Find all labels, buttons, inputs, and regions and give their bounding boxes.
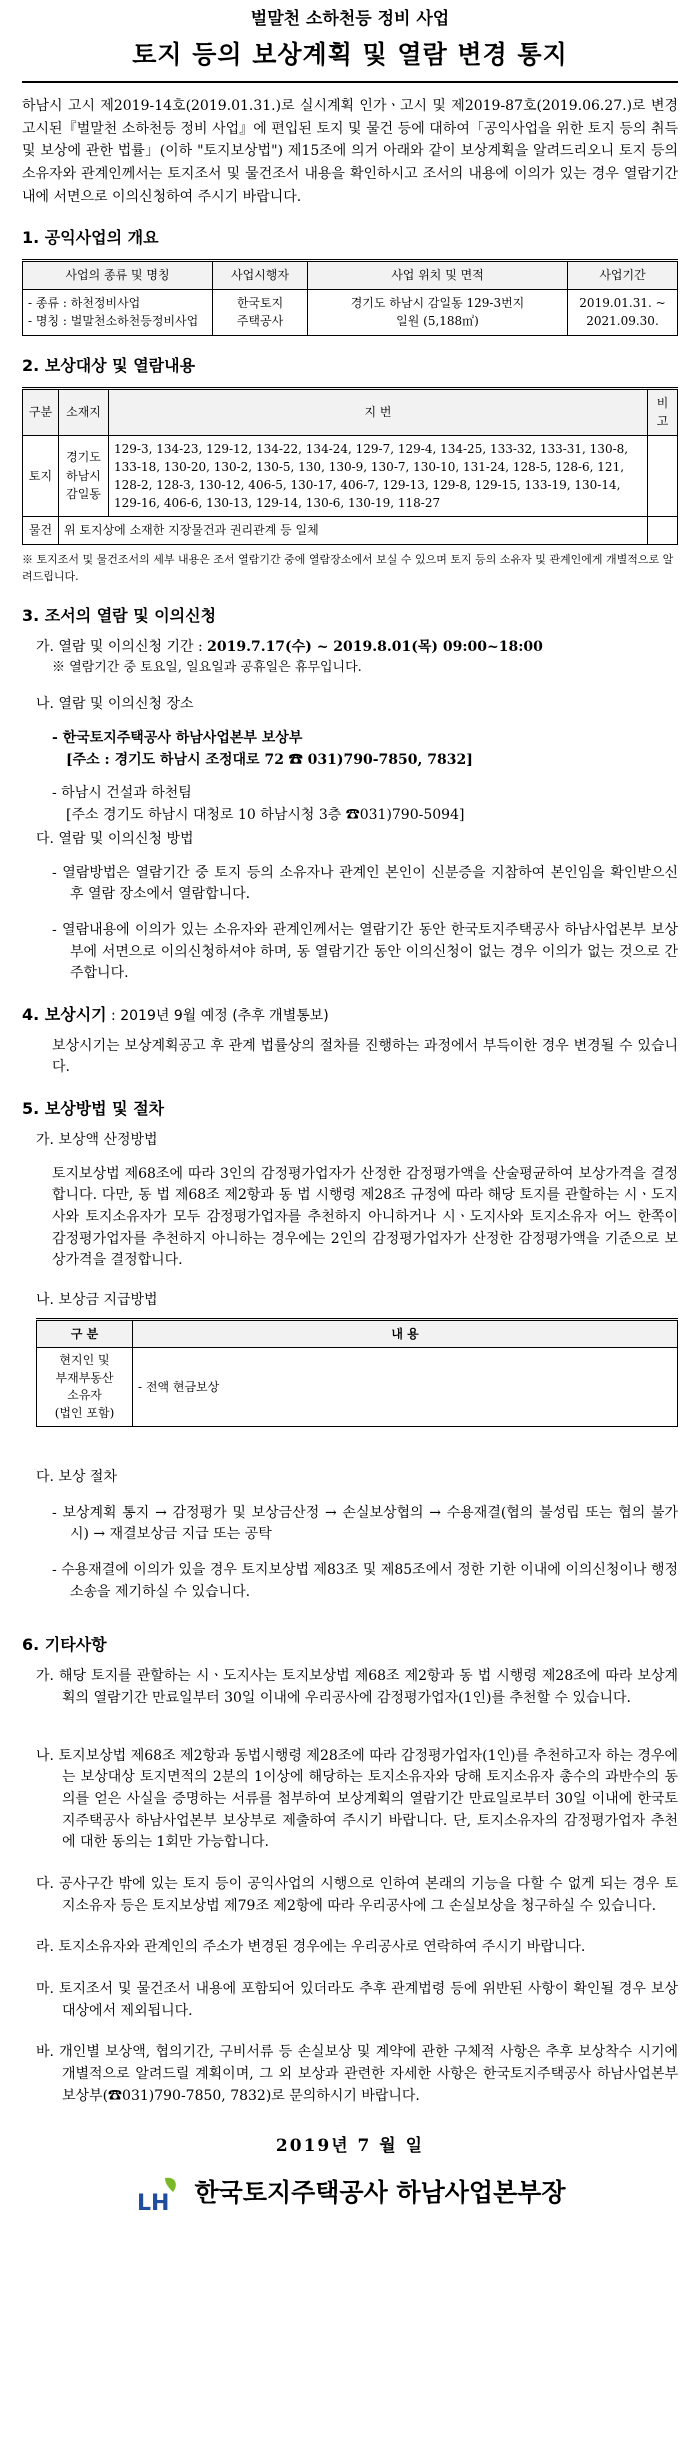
- row-land-kind: 토지: [23, 436, 59, 517]
- place-1-address: [주소 : 경기도 하남시 조정대로 72 ☎ 031)790-7850, 7832]: [66, 751, 473, 768]
- col-location: 사업 위치 및 면적: [308, 261, 568, 290]
- misc-item-da: 다. 공사구간 밖에 있는 토지 등이 공익사업의 시행으로 인하여 본래의 기능을 다할 수 없게 되는 경우 토지소유자 등은 토지보상법 제79조 제2항에 따라 우리공사에 그 손실보상을 청구하실 수 있습니다.: [36, 1875, 678, 1914]
- col-payment-content: 내 용: [133, 1319, 678, 1348]
- compensation-target-table: [22, 387, 678, 545]
- location-text: 경기도 하남시 감일동 129-3번지: [350, 295, 525, 310]
- lh-logo-icon: [135, 2174, 181, 2214]
- method-item-2: - 열람내용에 이의가 있는 소유자와 관계인께서는 열람기간 동안 한국토지주택공사 하남사업본부 보상부에 서면으로 이의신청하셔야 하며, 동 열람기간 동안 이의신청이 없는 경우 이의가 없는 것으로 간주합니다.: [52, 921, 678, 982]
- row-land-lots: 129-3, 134-23, 129-12, 134-22, 134-24, 129-7, 129-4, 134-25, 133-32, 133-31, 130-8, 133-18, 130-20, 130-2, 130-5, 130, 130-9, 130-7, 130-10, 131-24, 128-5, 128-6, 121, 128-2, 128-3, 130-12, 406-5, 130-17, 406-7, 129-13, 129-8, 129-15, 133-19, 130-14, 129-16, 406-6, 130-13, 129-14, 130-6, 130-19, 118-27: [109, 436, 648, 517]
- section-2-heading: 2. 보상대상 및 열람내용: [22, 356, 196, 376]
- notice-date: 2019년 7 월 일: [275, 2136, 425, 2157]
- row-land-address: [59, 436, 109, 517]
- section-4-title: 4. 보상시기: [22, 1004, 107, 1024]
- col-remarks: 비고: [648, 388, 678, 435]
- col-lot-numbers: 지 번: [109, 388, 648, 435]
- cell-period: [568, 289, 678, 335]
- inspection-period: [36, 637, 678, 659]
- cell-location: [308, 289, 568, 335]
- misc-item-ga: 가. 해당 토지를 관할하는 시ㆍ도지사는 토지보상법 제68조 제2항과 동 법 시행령 제28조에 따라 보상계획의 열람기간 만료일부터 30일 이내에 우리공사에 감정평가업자(1인)를 추천할 수 있습니다.: [36, 1668, 678, 1706]
- row-land-remarks: [648, 436, 678, 517]
- section-4-schedule: : 2019년 9월 예정 (추후 개별통보): [106, 1007, 329, 1024]
- address-line-3: 감일동: [66, 487, 101, 502]
- project-overview-table: [22, 259, 678, 336]
- inspection-period-value: 2019.7.17(수) ~ 2019.8.01(목) 09:00~18:00: [207, 638, 543, 655]
- inspection-period-label: 가. 열람 및 이의신청 기간 :: [36, 638, 208, 655]
- logo-leaf: [165, 2178, 176, 2192]
- section-4-heading: [22, 1003, 678, 1028]
- title-rule: [22, 81, 678, 83]
- misc-item-ba: 바. 개인별 보상액, 협의기간, 구비서류 등 손실보상 및 계약에 관한 구체적 사항은 추후 보상착수 시기에 개별적으로 알려드릴 계획이며, 그 외 보상과 관련한 자세한 사항은 한국토지주택공사 하남사업본부 보상부(☎031)790-7850, 7832)로 문의하시기 바랍니다.: [36, 2044, 678, 2104]
- valuation-method-body: 토지보상법 제68조에 따라 3인의 감정평가업자가 산정한 감정평가액을 산술평균하여 보상가격을 결정합니다. 다만, 동 법 제68조 제2항과 동 법 시행령 제28조 규정에 따라 해당 토지를 관할하는 시ㆍ도지사와 토지소유자가 모두 감정평가업자를 추천하지 아니하거나 시ㆍ도지사와 토지소유자 어느 한쪽이 감정평가업자를 추천하지 아니하는 경우에는 2인의 감정평가업자가 산정한 감정평가액을 기준으로 보상가격을 결정합니다.: [52, 1165, 678, 1269]
- cell-operator: [213, 289, 308, 335]
- operator-line-1: 한국토지: [236, 295, 284, 310]
- payment-method-table: [36, 1318, 678, 1427]
- intro-paragraph: 하남시 고시 제2019-14호(2019.01.31.)로 실시계획 인가ㆍ고시 및 제2019-87호(2019.06.27.)로 변경 고시된『벌말천 소하천등 정비 사업』에 편입된 토지 및 물건 등에 대하여「공익사업을 위한 토지 등의 취득 및 보상에 관한 법률」(이하 "토지보상법") 제15조에 의거 아래와 같이 보상계획을 알려드리오니 토지 등의 소유자와 관계인께서는 토지조서 및 물건조서 내용을 확인하시고 조서의 내용에 이의가 있는 경우 열람기간 내에 서면으로 이의신청하여 주시기 바랍니다.: [22, 98, 678, 205]
- payment-label-line-2: 부재부동산: [55, 1370, 114, 1385]
- payment-method-label: 나. 보상금 지급방법: [36, 1292, 158, 1309]
- section-6-heading: 6. 기타사항: [22, 1635, 107, 1655]
- place-1-name: - 한국토지주택공사 하남사업본부 보상부: [52, 730, 303, 747]
- period-end: 2021.09.30.: [586, 314, 659, 329]
- section-5-heading: 5. 보상방법 및 절차: [22, 1099, 165, 1119]
- payment-row-value: - 전액 현금보상: [133, 1348, 678, 1427]
- row-object-remarks: [648, 517, 678, 545]
- logo-text: LH: [136, 2190, 169, 2214]
- method-item-1: - 열람방법은 열람기간 중 토지 등의 소유자나 관계인 본인이 신분증을 지참하여 본인임을 확인받으신 후 열람 장소에서 열람합니다.: [52, 864, 678, 903]
- col-operator: 사업시행자: [213, 261, 308, 290]
- section-3-heading: 3. 조서의 열람 및 이의신청: [22, 605, 217, 625]
- payment-label-line-1: 현지인 및: [59, 1353, 110, 1368]
- col-kind-name: 사업의 종류 및 명칭: [23, 261, 213, 290]
- payment-label-line-3: 소유자: [67, 1388, 102, 1403]
- procedure-item-1: - 보상계획 통지 → 감정평가 및 보상금산정 → 손실보상협의 → 수용재결(협의 불성립 또는 협의 불가시) → 재결보상금 지급 또는 공탁: [52, 1504, 678, 1543]
- row-object-text: 위 토지상에 소재한 지장물건과 권리관계 등 일체: [59, 517, 648, 545]
- inspection-place-label: 나. 열람 및 이의신청 장소: [36, 696, 194, 713]
- place-2-name: - 하남시 건설과 하천팀: [52, 785, 192, 802]
- section-2-note: ※ 토지조서 및 물건조서의 세부 내용은 조서 열람기간 중에 열람장소에서 보실 수 있으며 토지 등의 소유자 및 관계인에게 개별적으로 알려드립니다.: [22, 552, 674, 584]
- area-text: 일원 (5,188㎡): [396, 314, 479, 329]
- address-line-1: 경기도: [66, 450, 101, 465]
- col-payment-division: 구 분: [37, 1319, 133, 1348]
- project-name: - 명칭 : 벌말천소하천등정비사업: [28, 314, 199, 329]
- section-4-body: 보상시기는 보상계획공고 후 관계 법률상의 절차를 진행하는 과정에서 부득이한 경우 변경될 수 있습니다.: [52, 1037, 678, 1076]
- row-object-kind: 물건: [23, 517, 59, 545]
- issuer-name: 한국토지주택공사 하남사업본부장: [194, 2178, 566, 2208]
- project-title: 벌말천 소하천등 정비 사업: [250, 9, 450, 29]
- procedure-label: 다. 보상 절차: [36, 1468, 117, 1485]
- misc-item-ma: 마. 토지조서 및 물건조서 내용에 포함되어 있더라도 추후 관계법령 등에 위반된 사항이 확인될 경우 보상대상에서 제외됩니다.: [36, 1981, 678, 2019]
- period-start: 2019.01.31. ~: [579, 295, 666, 310]
- payment-row-label: [37, 1348, 133, 1427]
- issuer-block: [22, 2174, 678, 2214]
- place-2-address: [주소 경기도 하남시 대청로 10 하남시청 3층 ☎031)790-5094]: [66, 807, 465, 824]
- procedure-item-2: - 수용재결에 이의가 있을 경우 토지보상법 제83조 및 제85조에서 정한 기한 이내에 이의신청이나 행정소송을 제기하실 수 있습니다.: [52, 1561, 678, 1600]
- section-1-heading: 1. 공익사업의 개요: [22, 228, 159, 248]
- cell-kind-name: [23, 289, 213, 335]
- col-address: 소재지: [59, 388, 109, 435]
- col-division: 구분: [23, 388, 59, 435]
- col-period: 사업기간: [568, 261, 678, 290]
- project-kind: - 종류 : 하천정비사업: [28, 295, 141, 310]
- address-line-2: 하남시: [66, 468, 101, 483]
- misc-item-na: 나. 토지보상법 제68조 제2항과 동법시행령 제28조에 따라 감정평가업자(1인)를 추천하고자 하는 경우에는 보상대상 토지면적의 2분의 1이상에 해당하는 토지소유자와 당해 토지소유자 총수의 과반수의 동의를 얻은 사실을 증명하는 서류를 첨부하여 보상계획의 열람기간 만료일로부터 30일 이내에 한국토지주택공사 하남사업본부 보상부로 제출하여 주시기 바랍니다. 단, 토지소유자의 감정평가업자 추천에 대한 동의는 1회만 가능합니다.: [36, 1747, 678, 1851]
- inspection-method-label: 다. 열람 및 이의신청 방법: [36, 830, 194, 847]
- valuation-method-label: 가. 보상액 산정방법: [36, 1131, 158, 1148]
- inspection-holiday-note: ※ 열람기간 중 토요일, 일요일과 공휴일은 휴무입니다.: [52, 660, 362, 676]
- payment-label-line-4: (법인 포함): [54, 1405, 115, 1420]
- misc-item-ra: 라. 토지소유자와 관계인의 주소가 변경된 경우에는 우리공사로 연락하여 주시기 바랍니다.: [36, 1939, 586, 1956]
- notice-title: 토지 등의 보상계획 및 열람 변경 통지: [132, 40, 568, 70]
- operator-line-2: 주택공사: [236, 314, 284, 329]
